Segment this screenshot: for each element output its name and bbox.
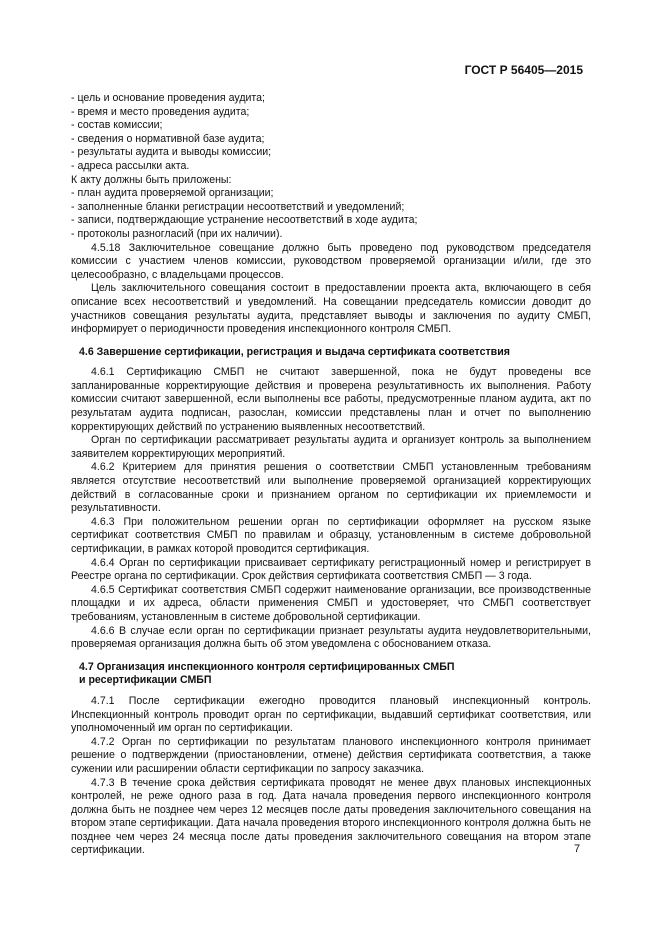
section-heading-line: 4.7 Организация инспекционного контроля сертифицированных СМБП: [79, 660, 455, 673]
page-number: 7: [574, 843, 581, 855]
paragraph-4-6-2: 4.6.2 Критерием для принятия решения о соответствии СМБП установленным требованиям является отсутствие несоответствий или выполнение проверяемой организацией корректирующих действий в согласованные сроки и признанием органом по сертификации их приемлемости и результативности.: [71, 461, 591, 515]
list-item: - заполненные бланки регистрации несоответствий и уведомлений;: [71, 200, 405, 213]
section-heading-4-7: [71, 661, 591, 688]
paragraph-4-6-1-continued: Орган по сертификации рассматривает результаты аудита и организует контроль за выполнением заявителем корректирующих мероприятий.: [71, 434, 591, 460]
paragraph-4-7-3: 4.7.3 В течение срока действия сертификата проводят не менее двух плановых инспекционных контролей, не реже одного раза в год. Дата начала проведения первого инспекционного контроля должна быть не позднее чем через 12 месяцев после даты проведения заключительного совещания на втором этапе сертификации. Дата начала проведения второго инспекционного контроля должна быть не позднее чем через 24 месяца после даты проведения заключительного совещания на втором этапе сертификации.: [71, 776, 591, 857]
list-item: - состав комиссии;: [71, 119, 163, 132]
document-body: [71, 92, 591, 858]
appendix-list: [71, 187, 591, 241]
list-item: - время и место проведения аудита;: [71, 105, 250, 118]
paragraph-4-6-1: 4.6.1 Сертификацию СМБП не считают завершенной, пока не будут проведены все запланированные корректирующие действия и проверена результативность их выполнения. Работу комиссии считают завершенной, если выполнены все работы, предусмотренные планом аудита, акт по результатам аудита подписан, разослан, комиссии представлены план и отчет по выполнению корректирующих действий по устранению выявленных несоответствий.: [71, 366, 591, 433]
paragraph-4-5-18: 4.5.18 Заключительное совещание должно быть проведено под руководством председателя комиссии с участием членов комиссии, руководством проверяемой организации и/или, где это целесообразно, с владельцами процессов.: [71, 241, 591, 281]
section-heading-line: и ресертификации СМБП: [79, 674, 212, 687]
list-item: - сведения о нормативной базе аудита;: [71, 132, 265, 145]
audit-act-contents-list: [71, 92, 591, 174]
document-header: ГОСТ Р 56405—2015: [464, 63, 583, 77]
appendix-intro: К акту должны быть приложены:: [71, 173, 232, 186]
paragraph-final-meeting-goal: Цель заключительного совещания состоит в предоставлении проекта акта, включающего в себя описание всех несоответствий и уведомлений. На совещании председатель комиссии доводит до участников совещания результаты аудита, представляет выводы и заключения по аудиту СМБП, информирует о периодичности проведения инспекционного контроля СМБП.: [71, 282, 591, 336]
paragraph-4-6-4: 4.6.4 Орган по сертификации присваивает сертификату регистрационный номер и регистрирует в Реестре органа по сертификации. Срок действия сертификата соответствия СМБП — 3 года.: [71, 556, 591, 583]
list-item: - протоколы разногласий (при их наличии).: [71, 227, 283, 240]
section-heading-4-6: 4.6 Завершение сертификации, регистрация и выдача сертификата соответствия: [79, 345, 510, 358]
list-item: - адреса рассылки акта.: [71, 159, 190, 172]
list-item: - цель и основание проведения аудита;: [71, 92, 265, 104]
paragraph-4-7-1: 4.7.1 После сертификации ежегодно проводится плановый инспекционный контроль. Инспекционный контроль проводит орган по сертификации, выдавший сертификат соответствия, или уполномоченный им орган по сертификации.: [71, 694, 591, 735]
paragraph-4-6-5: 4.6.5 Сертификат соответствия СМБП содержит наименование организации, все производственные площадки и их адреса, области применения СМБП и удостоверяет, что СМБП соответствует требованиям, установленным в системе добровольной сертификации.: [71, 583, 591, 623]
paragraph-4-7-2: 4.7.2 Орган по сертификации по результатам планового инспекционного контроля принимает решение о подтверждении (приостановлении, отмене) действия сертификата соответствия, а также сужении или расширении области сертификации по запросу заказчика.: [71, 735, 591, 775]
paragraph-4-6-6: 4.6.6 В случае если орган по сертификации признает результаты аудита неудовлетворительными, проверяемая организация должна быть об этом уведомлена с обоснованием отказа.: [71, 624, 591, 651]
paragraph-4-6-3: 4.6.3 При положительном решении орган по сертификации оформляет на русском языке сертификат соответствия СМБП по правилам и образцу, установленным в системе добровольной сертификации, в рамках которой проводится сертификация.: [71, 515, 591, 555]
list-item: - результаты аудита и выводы комиссии;: [71, 146, 272, 159]
list-item: - план аудита проверяемой организации;: [71, 187, 274, 200]
list-item: - записи, подтверждающие устранение несоответствий в ходе аудита;: [71, 214, 418, 227]
